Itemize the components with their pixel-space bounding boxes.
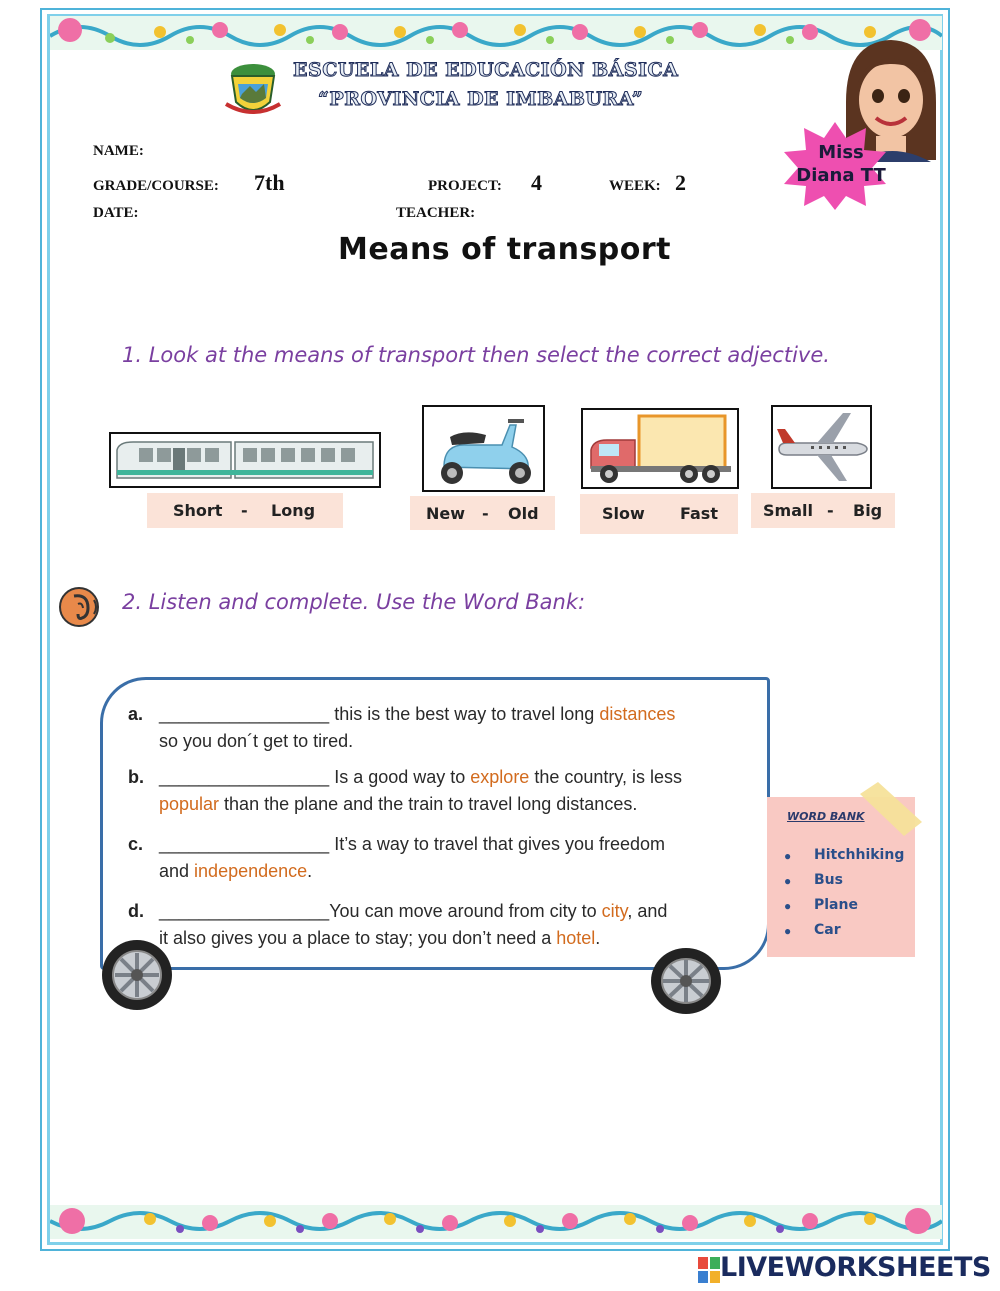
sentence-text: this is the best way to travel long: [329, 704, 600, 724]
word-bank-title: WORD BANK: [787, 810, 865, 823]
sentence-letter: c.: [128, 834, 144, 854]
answer-blank-c[interactable]: _________________: [159, 834, 330, 854]
project-label: PROJECT:: [428, 178, 502, 194]
sentence-d-letter: [128, 901, 144, 922]
school-crest-icon: [222, 54, 284, 120]
truck-picture: [581, 408, 739, 489]
sentence-text: Is a good way to: [329, 767, 471, 787]
project-value: 4: [531, 170, 542, 195]
instruction-2: 2. Listen and complete. Use the Word Bank:: [122, 590, 586, 614]
adjective-choice-truck[interactable]: [580, 494, 738, 534]
sentence-b-letter: [128, 767, 144, 788]
plane-picture: [771, 405, 872, 489]
adjective-option-small[interactable]: Small: [763, 501, 813, 520]
answer-blank-d[interactable]: _________________: [159, 901, 330, 921]
school-name-line2: “PROVINCIA DE IMBABURA”: [318, 88, 644, 110]
answer-blank-a[interactable]: _________________: [159, 704, 330, 724]
grade-label: GRADE/COURSE:: [93, 178, 219, 194]
wheel-icon: [100, 938, 174, 1012]
highlight-word: hotel: [556, 928, 596, 948]
adjective-option-slow[interactable]: Slow: [602, 504, 645, 523]
word-bank-word: Hitchhiking: [814, 847, 905, 863]
teacher-badge-text: Miss Diana TT: [796, 142, 886, 186]
top-flower-border: [50, 16, 942, 50]
ear-icon: [58, 586, 102, 628]
word-bank-word: Bus: [814, 872, 843, 888]
tape-strip: [856, 780, 926, 840]
scooter-icon: [424, 407, 543, 490]
week-label: WEEK:: [609, 178, 661, 194]
sentence-c-letter: [128, 834, 143, 855]
sentence-letter: a.: [128, 704, 144, 724]
adjective-option-long[interactable]: Long: [271, 501, 316, 520]
sentence-letter: d.: [128, 901, 144, 921]
plane-icon: [773, 407, 870, 487]
sentence-a-line1-text: [159, 704, 675, 725]
highlight-word: explore: [470, 767, 530, 787]
sentence-text: it also gives you a place to stay; you don’t need a: [159, 928, 557, 948]
grade-value: 7th: [254, 170, 285, 195]
sentence-text: the country, is less: [529, 767, 683, 787]
liveworksheets-brand: LIVEWORKSHEETS: [720, 1252, 991, 1283]
adjective-choice-train[interactable]: [147, 493, 343, 528]
train-picture: [109, 432, 381, 488]
adjective-option-old[interactable]: Old: [508, 504, 539, 523]
bottom-flower-border: [50, 1205, 942, 1239]
adjective-separator: -: [827, 501, 834, 520]
sentence-d-line1: [159, 901, 667, 922]
date-label: DATE:: [93, 205, 139, 221]
word-bank-word: Car: [814, 922, 841, 938]
sentence-b-line2: [159, 794, 637, 815]
wheel-icon: [649, 946, 723, 1016]
highlight-word: distances: [599, 704, 676, 724]
adjective-separator: -: [482, 504, 489, 523]
highlight-word: independence: [194, 861, 308, 881]
highlight-word: city: [601, 901, 628, 921]
train-icon: [111, 434, 379, 486]
sentence-a-line2: so you don´t get to tired.: [159, 731, 354, 751]
sentence-d-line2: [159, 928, 600, 949]
liveworksheets-logo-icon: [698, 1257, 720, 1283]
week-value: 2: [675, 170, 686, 195]
name-label: NAME:: [93, 143, 144, 159]
adjective-choice-plane[interactable]: [751, 493, 895, 528]
sentence-c-line2: [159, 861, 312, 882]
adjective-option-fast[interactable]: Fast: [680, 504, 718, 523]
sentence-a-line1: [128, 704, 143, 725]
highlight-word: popular: [159, 794, 220, 814]
sentence-text: .: [595, 928, 601, 948]
sentence-letter: b.: [128, 767, 144, 787]
sentence-text: than the plane and the train to travel long distances.: [219, 794, 638, 814]
adjective-choice-scooter[interactable]: [410, 496, 555, 530]
word-bank-word: Plane: [814, 897, 858, 913]
sentence-text: It’s a way to travel that gives you freedom: [329, 834, 666, 854]
sentence-b-line1: [159, 767, 682, 788]
adjective-option-new[interactable]: New: [426, 504, 466, 523]
adjective-separator: -: [241, 501, 248, 520]
adjective-option-short[interactable]: Short: [173, 501, 223, 520]
school-name-line1: ESCUELA DE EDUCACIÓN BÁSICA: [293, 59, 679, 81]
truck-icon: [583, 410, 737, 487]
adjective-option-big[interactable]: Big: [853, 501, 883, 520]
scooter-picture: [422, 405, 545, 492]
answer-blank-b[interactable]: _________________: [159, 767, 330, 787]
worksheet-title: Means of transport: [338, 232, 672, 267]
sentence-text: and: [159, 861, 195, 881]
sentence-text: , and: [627, 901, 668, 921]
teacher-label: TEACHER:: [396, 205, 476, 221]
sentence-text: You can move around from city to: [329, 901, 602, 921]
sentence-text: .: [307, 861, 313, 881]
instruction-1: 1. Look at the means of transport then select the correct adjective.: [122, 343, 830, 367]
sentence-c-line1: [159, 834, 665, 855]
